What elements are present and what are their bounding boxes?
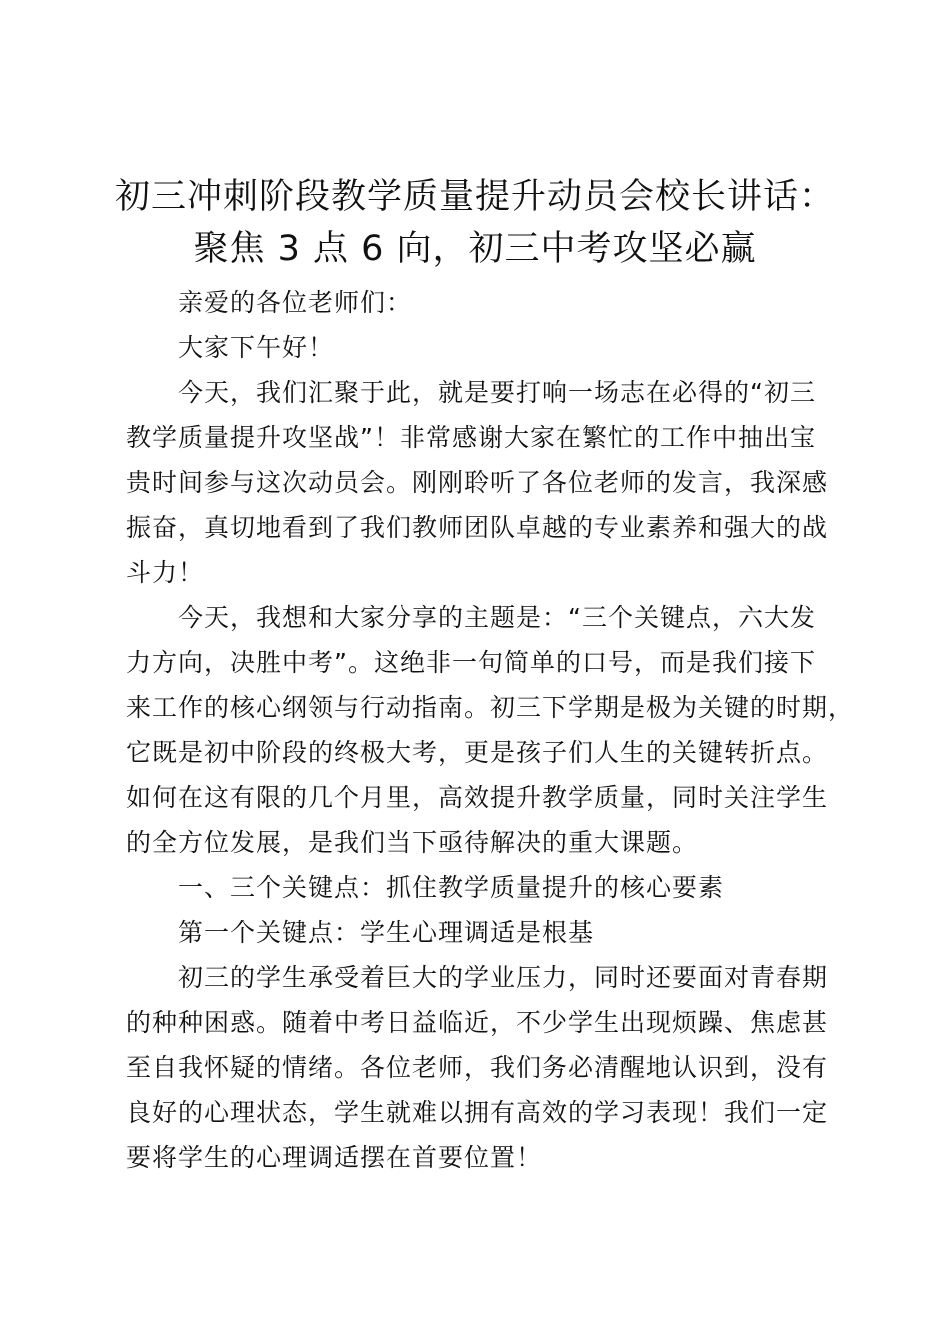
paragraph-line: 振奋，真切地看到了我们教师团队卓越的专业素养和强大的战 <box>126 513 829 542</box>
salutation: 亲爱的各位老师们： <box>178 288 413 317</box>
section-heading: 一、三个关键点：抓住教学质量提升的核心要素 <box>178 873 725 902</box>
paragraph-line: 今天，我想和大家分享的主题是：“三个关键点，六大发 <box>178 603 816 632</box>
document-title-line-2: 聚焦 3 点 6 向，初三中考攻坚必赢 <box>193 229 757 269</box>
paragraph-line: 力方向，决胜中考”。这绝非一句简单的口号，而是我们接下 <box>126 648 816 677</box>
paragraph-line: 今天，我们汇聚于此，就是要打响一场志在必得的“初三 <box>178 378 816 407</box>
document-body <box>126 280 855 1180</box>
paragraph-line: 它既是初中阶段的终极大考，更是孩子们人生的关键转折点。 <box>126 738 829 767</box>
paragraph-line: 教学质量提升攻坚战”！非常感谢大家在繁忙的工作中抽出宝 <box>126 423 816 452</box>
subsection-heading: 第一个关键点：学生心理调适是根基 <box>178 918 595 947</box>
paragraph-line: 良好的心理状态，学生就难以拥有高效的学习表现！我们一定 <box>126 1098 829 1127</box>
paragraph-line: 来工作的核心纲领与行动指南。初三下学期是极为关键的时期， <box>126 693 855 722</box>
paragraph-line: 贵时间参与这次动员会。刚刚聆听了各位老师的发言，我深感 <box>126 468 829 497</box>
document-title-line-1: 初三冲刺阶段教学质量提升动员会校长讲话： <box>114 177 835 217</box>
greeting: 大家下午好！ <box>178 333 335 362</box>
paragraph-line: 的全方位发展，是我们当下亟待解决的重大课题。 <box>126 828 699 857</box>
paragraph-line: 的种种困惑。随着中考日益临近，不少学生出现烦躁、焦虑甚 <box>126 1008 829 1037</box>
paragraph-line: 至自我怀疑的情绪。各位老师，我们务必清醒地认识到，没有 <box>126 1053 829 1082</box>
paragraph-line: 要将学生的心理调适摆在首要位置！ <box>126 1143 543 1172</box>
paragraph-line: 如何在这有限的几个月里，高效提升教学质量，同时关注学生 <box>126 783 829 812</box>
paragraph-line: 斗力！ <box>126 558 205 587</box>
paragraph-line: 初三的学生承受着巨大的学业压力，同时还要面对青春期 <box>178 963 829 992</box>
